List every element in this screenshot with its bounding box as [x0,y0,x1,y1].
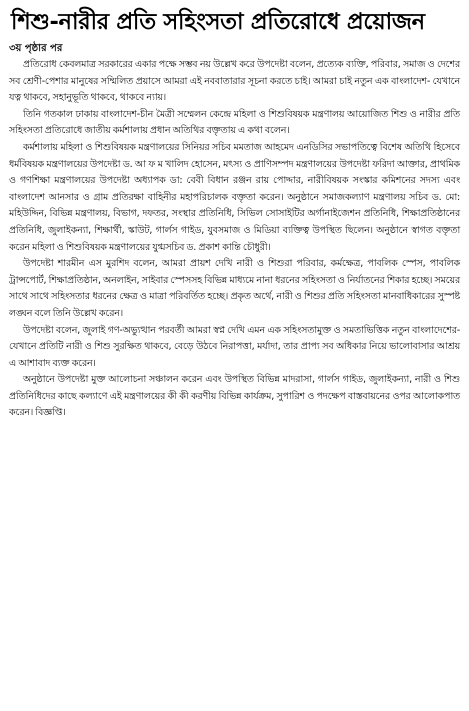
article-paragraph-4: উপদেষ্টা শারমীন এস মুরশিদ বলেন, আমরা প্রায়শ দেখি নারী ও শিশুরা পরিবার, কর্মক্ষেত্র, পাবলিক স্পেস, পাবলিক ট্রান্সপোর্ট, শিক্ষাপ্রতিষ্ঠান, অনলাইন, সাইবার স্পেসসহ বিভিন্ন মাধ্যমে নানা ধরনের সহিংসতা ও নির্যাতনের শিকার হচ্ছে। সময়ের সাথে সাথে সহিংসতার ধরনের ক্ষেত্র ও মাত্রা পরিবর্তিত হচ্ছে। প্রকৃত অর্থে, নারী ও শিশুর প্রতি সহিংসতা মানবাধিকারের সুস্পষ্ট লঙ্ঘন বলে তিনি উল্লেখ করেন। [9,258,460,319]
article-paragraph-1: প্রতিরোধ কেবলমাত্র সরকারের একার পক্ষে সম্ভব নয় উল্লেখ করে উপদেষ্টা বলেন, প্রত্যেক ব্যক্তি, পরিবার, সমাজ ও দেশের সব শ্রেণী-পেশার মানুষের সম্মিলিত প্রয়াসে আমরা এই নববাতারার সূচনা করতে চাই। আমরা চাই নতুন এক বাংলাদেশ- যেখানে যত্ন থাকবে, সহানুভূতি থাকবে, থাকবে ন্যায়। [9,59,460,104]
article-paragraph-6: অনুষ্ঠানে উপদেষ্টা মুক্ত আলোচনা সঞ্চালন করেন এবং উপস্থিত বিভিন্ন মাদরাসা, গার্লস গাইড, জুলাইকন্যা, নারী ও শিশু প্রতিনিধিদের কাছে কল্যাণে এই মন্ত্রণালয়ের কী কী করণীয় বিভিন্ন কার্যক্রম, সুপারিশ ও পদক্ষেপ বাস্তবায়নের ওপর আলোকপাত করেন। বিজ্ঞপ্তি। [9,374,460,419]
article-paragraph-5: উপদেষ্টা বলেন, জুলাই গণ-অভ্যুত্থান পরবর্তী আমরা স্বপ্ন দেখি এমন এক সহিংসতামুক্ত ও সমতাভিত্তিক নতুন বাংলাদেশের- যেখানে প্রতিটি নারী ও শিশু সুরক্ষিত থাকবে, বেড়ে উঠবে নিরাপত্তা, মর্যাদা, তার প্রাপ্য সব অধিকার নিয়ে ভালোবাসার আশ্রয় এ আশাবাদ ব্যক্ত করেন। [9,324,460,369]
article-headline: শিশু-নারীর প্রতি সহিংসতা প্রতিরোধে প্রয়োজন [11,9,425,35]
continued-from-label: ৩য় পৃষ্ঠার পর [9,43,63,54]
article-paragraph-2: তিনি গতকাল ঢাকায় বাংলাদেশ-চীন মৈত্রী সম্মেলন কেন্দ্রে মহিলা ও শিশুবিষয়ক মন্ত্রণালয় আয়োজিত শিশু ও নারীর প্রতি সহিংসতা প্রতিরোধে জাতীয় কর্মশালায় প্রধান অতিথির বক্তৃতায় এ কথা বলেন। [9,108,460,137]
article-paragraph-3: কর্মশালায় মহিলা ও শিশুবিষয়ক মন্ত্রণালয়ের সিনিয়র সচিব মমতাজ আহমেদ এনডিসির সভাপতিত্বে বিশেষ অতিথি হিসেবে ধর্মবিষয়ক মন্ত্রণালয়ের উপদেষ্টা ড. আ ফ ম খালিদ হোসেন, মৎস্য ও প্রাণিসম্পদ মন্ত্রণালয়ের উপদেষ্টা ফরিদা আক্তার, প্রাথমিক ও গণশিক্ষা মন্ত্রণালয়ের উপদেষ্টা অধ্যাপক ডা: বেবী বিধান রঞ্জন রায় পোদ্দার, নারীবিষয়ক সংস্কার কমিশনের সদস্য এবং বাংলাদেশ আনসার ও গ্রাম প্রতিরক্ষা বাহিনীর মহাপরিচালক বক্তৃতা করেন। অনুষ্ঠানে সমাজকল্যাণ মন্ত্রণালয় সচিব ড. মো: মহিউদ্দিন, বিভিন্ন মন্ত্রণালয়, বিভাগ, দফতর, সংস্থার প্রতিনিধি, সিভিল সোসাইটির অর্গানাইজেশন প্রতিনিধি, শিক্ষাপ্রতিষ্ঠানের প্রতিনিধি, জুলাইকন্যা, শিক্ষার্থী, স্কাউট, গার্লস গাইড, যুবসমাজ ও মিডিয়া ব্যক্তিত্ব উপস্থিত ছিলেন। অনুষ্ঠানে স্বাগত বক্তৃতা করেন মহিলা ও শিশুবিষয়ক মন্ত্রণালয়ের যুগ্মসচিব ড. প্রকাশ কান্তি চৌধুরী। [9,141,460,253]
